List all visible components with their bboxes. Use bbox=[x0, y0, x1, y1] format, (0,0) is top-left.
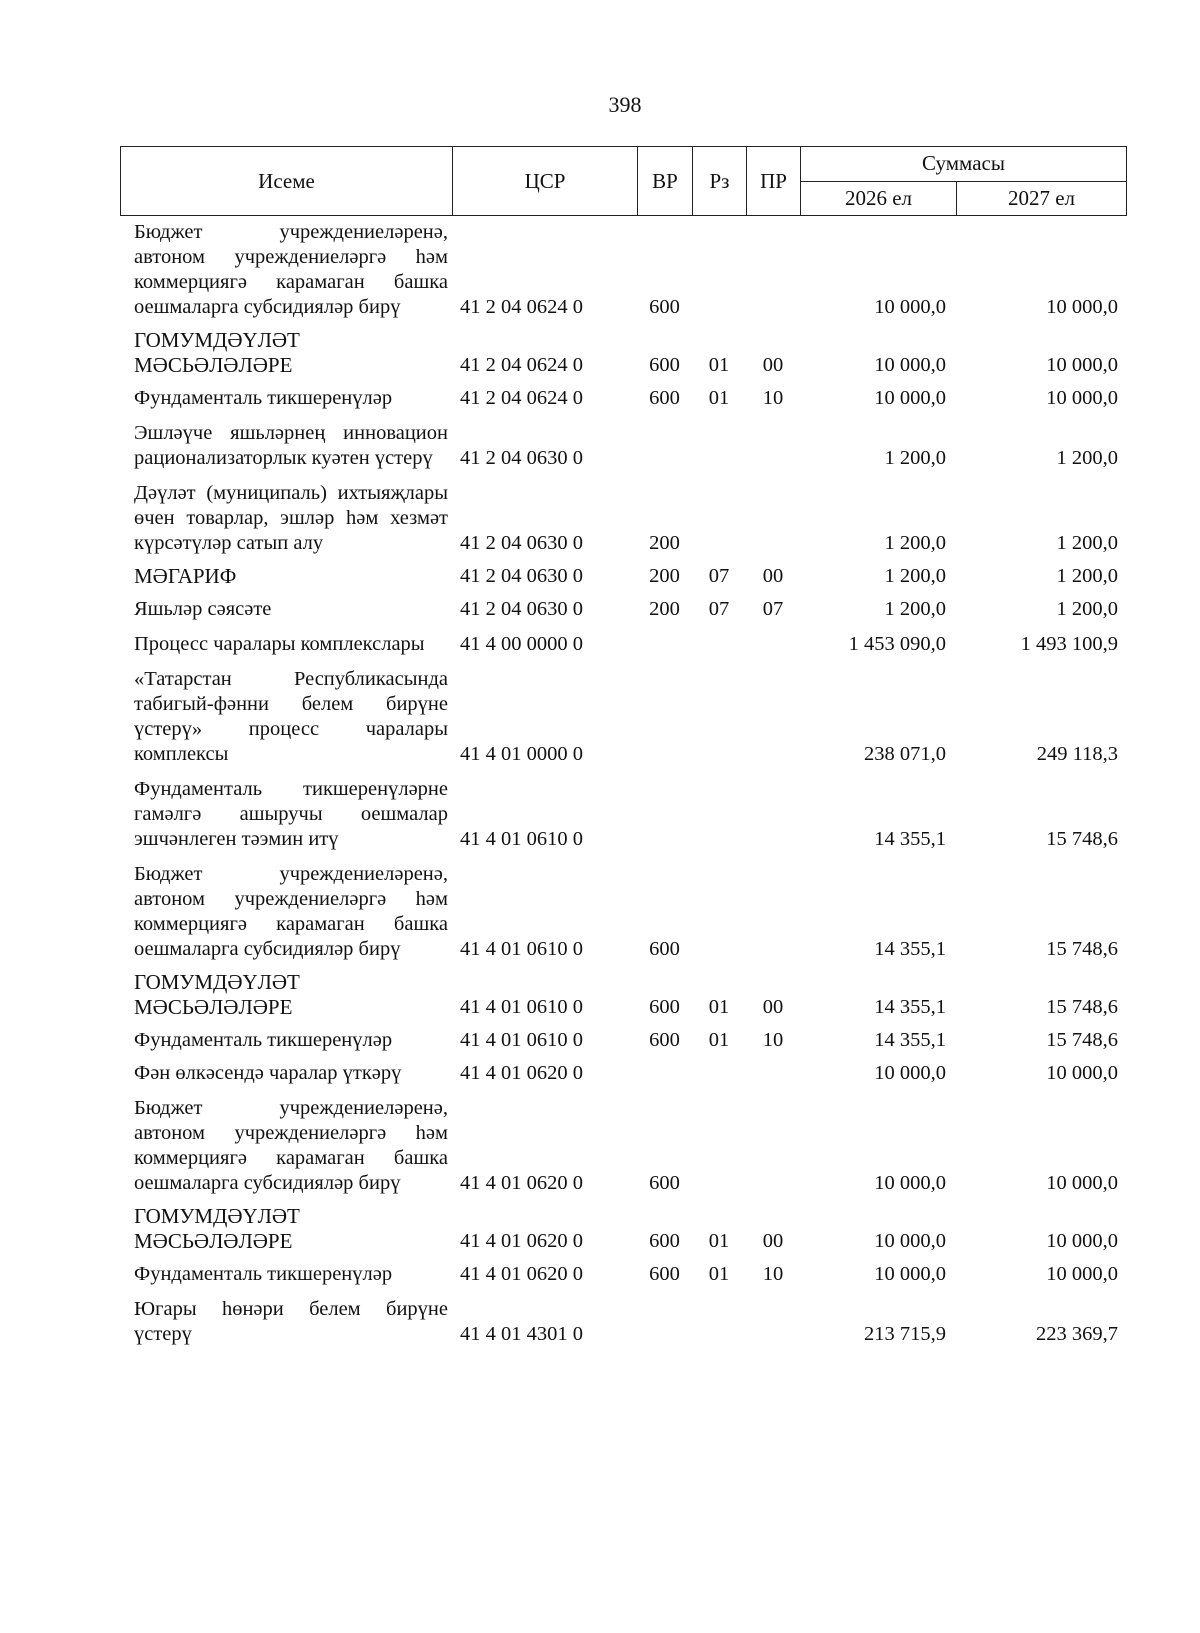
row-sum-2026: 14 355,1 bbox=[874, 828, 946, 850]
row-vr: 600 bbox=[649, 354, 680, 376]
row-csr: 41 2 04 0630 0 bbox=[460, 447, 583, 469]
row-sum-2027: 15 748,6 bbox=[1046, 1029, 1118, 1051]
row-name: Бюджет учреждениеләренә, автоном учреждениеләргә һәм коммерциягә карамаган башка оешмаларга субсидияләр бирү bbox=[134, 1097, 448, 1194]
row-sum-2027: 15 748,6 bbox=[1046, 828, 1118, 850]
row-rz: 01 bbox=[708, 1029, 730, 1051]
row-csr: 41 2 04 0624 0 bbox=[460, 387, 583, 409]
row-pr: 00 bbox=[762, 996, 784, 1018]
row-rz: 07 bbox=[708, 565, 730, 587]
header-sums: Суммасы bbox=[801, 147, 1127, 182]
table-body bbox=[120, 220, 1126, 1357]
row-rz: 01 bbox=[708, 354, 730, 376]
header-year-2027: 2027 ел bbox=[957, 181, 1127, 216]
table-row bbox=[120, 386, 1126, 421]
row-csr: 41 2 04 0630 0 bbox=[460, 598, 583, 620]
table-row bbox=[120, 1061, 1126, 1096]
row-vr: 600 bbox=[649, 296, 680, 318]
row-sum-2026: 1 200,0 bbox=[884, 565, 946, 587]
row-rz: 01 bbox=[708, 1263, 730, 1285]
row-sum-2027: 1 200,0 bbox=[1056, 532, 1118, 554]
row-name: Бюджет учреждениеләренә, автоном учреждениеләргә һәм коммерциягә карамаган башка оешмаларга субсидияләр бирү bbox=[134, 221, 448, 318]
row-sum-2026: 10 000,0 bbox=[874, 354, 946, 376]
table-row bbox=[120, 564, 1126, 597]
row-sum-2026: 10 000,0 bbox=[874, 296, 946, 318]
row-vr: 600 bbox=[649, 996, 680, 1018]
row-csr: 41 4 01 0620 0 bbox=[460, 1263, 583, 1285]
table-row bbox=[120, 1204, 1126, 1262]
row-name: ГОМУМДӘҮЛӘТ МӘСЬӘЛӘЛӘРЕ bbox=[134, 1204, 300, 1253]
row-pr: 10 bbox=[762, 387, 784, 409]
row-sum-2027: 1 200,0 bbox=[1056, 565, 1118, 587]
row-csr: 41 4 01 0620 0 bbox=[460, 1172, 583, 1194]
row-sum-2027: 15 748,6 bbox=[1046, 996, 1118, 1018]
table-row bbox=[120, 328, 1126, 386]
row-sum-2027: 1 200,0 bbox=[1056, 598, 1118, 620]
row-vr: 600 bbox=[649, 1172, 680, 1194]
row-sum-2026: 10 000,0 bbox=[874, 1230, 946, 1252]
header-csr: ЦСР bbox=[453, 147, 638, 216]
row-sum-2027: 10 000,0 bbox=[1046, 1062, 1118, 1084]
row-name: Фән өлкәсендә чаралар үткәрү bbox=[134, 1062, 402, 1084]
table-row bbox=[120, 970, 1126, 1028]
table-row bbox=[120, 667, 1126, 777]
row-vr: 200 bbox=[649, 565, 680, 587]
row-name: «Татарстан Республикасында табигый-фәнни белем бирүне үстерү» процесс чаралары комплексы bbox=[134, 668, 448, 765]
row-csr: 41 4 01 0610 0 bbox=[460, 1029, 583, 1051]
row-vr: 200 bbox=[649, 598, 680, 620]
row-pr: 10 bbox=[762, 1029, 784, 1051]
row-sum-2027: 10 000,0 bbox=[1046, 387, 1118, 409]
row-sum-2026: 14 355,1 bbox=[874, 938, 946, 960]
row-vr: 600 bbox=[649, 1230, 680, 1252]
row-pr: 00 bbox=[762, 565, 784, 587]
row-pr: 00 bbox=[762, 1230, 784, 1252]
row-name: Югары һөнәри белем бирүне үстерү bbox=[134, 1298, 448, 1345]
table-row bbox=[120, 481, 1126, 564]
row-vr: 600 bbox=[649, 1263, 680, 1285]
row-rz: 01 bbox=[708, 387, 730, 409]
row-sum-2026: 1 453 090,0 bbox=[848, 633, 946, 655]
row-sum-2027: 10 000,0 bbox=[1046, 1172, 1118, 1194]
header-rz: Рз bbox=[693, 147, 747, 216]
row-csr: 41 2 04 0630 0 bbox=[460, 532, 583, 554]
table-row bbox=[120, 421, 1126, 481]
row-sum-2027: 10 000,0 bbox=[1046, 354, 1118, 376]
row-sum-2026: 14 355,1 bbox=[874, 996, 946, 1018]
row-sum-2026: 10 000,0 bbox=[874, 1172, 946, 1194]
row-sum-2026: 14 355,1 bbox=[874, 1029, 946, 1051]
row-sum-2026: 10 000,0 bbox=[874, 1263, 946, 1285]
table-row bbox=[120, 1297, 1126, 1357]
table-row bbox=[120, 862, 1126, 970]
header-name: Исеме bbox=[121, 147, 453, 216]
row-pr: 07 bbox=[762, 598, 784, 620]
row-sum-2026: 238 071,0 bbox=[864, 743, 946, 765]
row-sum-2027: 10 000,0 bbox=[1046, 1230, 1118, 1252]
row-sum-2026: 10 000,0 bbox=[874, 387, 946, 409]
row-vr: 200 bbox=[649, 532, 680, 554]
row-csr: 41 4 01 0620 0 bbox=[460, 1062, 583, 1084]
row-sum-2026: 1 200,0 bbox=[884, 532, 946, 554]
row-csr: 41 4 01 0000 0 bbox=[460, 743, 583, 765]
row-sum-2027: 15 748,6 bbox=[1046, 938, 1118, 960]
row-csr: 41 4 01 0610 0 bbox=[460, 828, 583, 850]
row-csr: 41 4 01 4301 0 bbox=[460, 1323, 583, 1345]
row-name: Бюджет учреждениеләренә, автоном учреждениеләргә һәм коммерциягә карамаган башка оешмаларга субсидияләр бирү bbox=[134, 863, 448, 960]
table-header bbox=[120, 146, 1126, 216]
row-name: Фундаменталь тикшеренүләр bbox=[134, 1263, 393, 1285]
row-rz: 01 bbox=[708, 1230, 730, 1252]
row-name: Дәүләт (муниципаль) ихтыяҗлары өчен товарлар, эшләр һәм хезмәт күрсәтүләр сатып алу bbox=[134, 482, 448, 554]
row-name: ГОМУМДӘҮЛӘТ МӘСЬӘЛӘЛӘРЕ bbox=[134, 970, 300, 1019]
table-row bbox=[120, 1262, 1126, 1297]
row-rz: 07 bbox=[708, 598, 730, 620]
table-row bbox=[120, 632, 1126, 667]
row-sum-2027: 1 493 100,9 bbox=[1020, 633, 1118, 655]
header-pr: ПР bbox=[747, 147, 801, 216]
row-sum-2026: 10 000,0 bbox=[874, 1062, 946, 1084]
table-row bbox=[120, 1028, 1126, 1061]
header-year-2026: 2026 ел bbox=[801, 181, 957, 216]
row-vr: 600 bbox=[649, 938, 680, 960]
row-csr: 41 4 01 0620 0 bbox=[460, 1230, 583, 1252]
table-row bbox=[120, 1096, 1126, 1204]
row-name: Фундаменталь тикшеренүләр bbox=[134, 1029, 393, 1051]
row-sum-2026: 1 200,0 bbox=[884, 447, 946, 469]
row-csr: 41 4 01 0610 0 bbox=[460, 996, 583, 1018]
row-csr: 41 4 01 0610 0 bbox=[460, 938, 583, 960]
row-sum-2027: 223 369,7 bbox=[1036, 1323, 1118, 1345]
row-vr: 600 bbox=[649, 387, 680, 409]
row-csr: 41 2 04 0624 0 bbox=[460, 354, 583, 376]
row-csr: 41 2 04 0624 0 bbox=[460, 296, 583, 318]
row-name: Фундаменталь тикшеренүләр bbox=[134, 387, 393, 409]
row-rz: 01 bbox=[708, 996, 730, 1018]
row-name: ГОМУМДӘҮЛӘТ МӘСЬӘЛӘЛӘРЕ bbox=[134, 328, 300, 377]
row-pr: 10 bbox=[762, 1263, 784, 1285]
row-sum-2026: 213 715,9 bbox=[864, 1323, 946, 1345]
row-name: Процесс чаралары комплекслары bbox=[134, 633, 425, 655]
row-vr: 600 bbox=[649, 1029, 680, 1051]
row-sum-2027: 249 118,3 bbox=[1036, 743, 1118, 765]
row-sum-2027: 10 000,0 bbox=[1046, 1263, 1118, 1285]
row-name: Эшләүче яшьләрнең инновацион рационализаторлык куәтен үстерү bbox=[134, 422, 448, 469]
table-row bbox=[120, 777, 1126, 862]
table-row bbox=[120, 597, 1126, 632]
page-number: 398 bbox=[608, 92, 642, 117]
row-name: МӘГАРИФ bbox=[134, 564, 237, 588]
row-csr: 41 4 00 0000 0 bbox=[460, 633, 583, 655]
header-vr: ВР bbox=[638, 147, 693, 216]
row-sum-2026: 1 200,0 bbox=[884, 598, 946, 620]
table-row bbox=[120, 220, 1126, 328]
row-csr: 41 2 04 0630 0 bbox=[460, 565, 583, 587]
row-pr: 00 bbox=[762, 354, 784, 376]
row-name: Фундаменталь тикшеренүләрне гамәлгә ашыручы оешмалар эшчәнлеген тәэмин итү bbox=[134, 778, 448, 850]
row-sum-2027: 1 200,0 bbox=[1056, 447, 1118, 469]
row-sum-2027: 10 000,0 bbox=[1046, 296, 1118, 318]
row-name: Яшьләр сәясәте bbox=[134, 598, 272, 620]
